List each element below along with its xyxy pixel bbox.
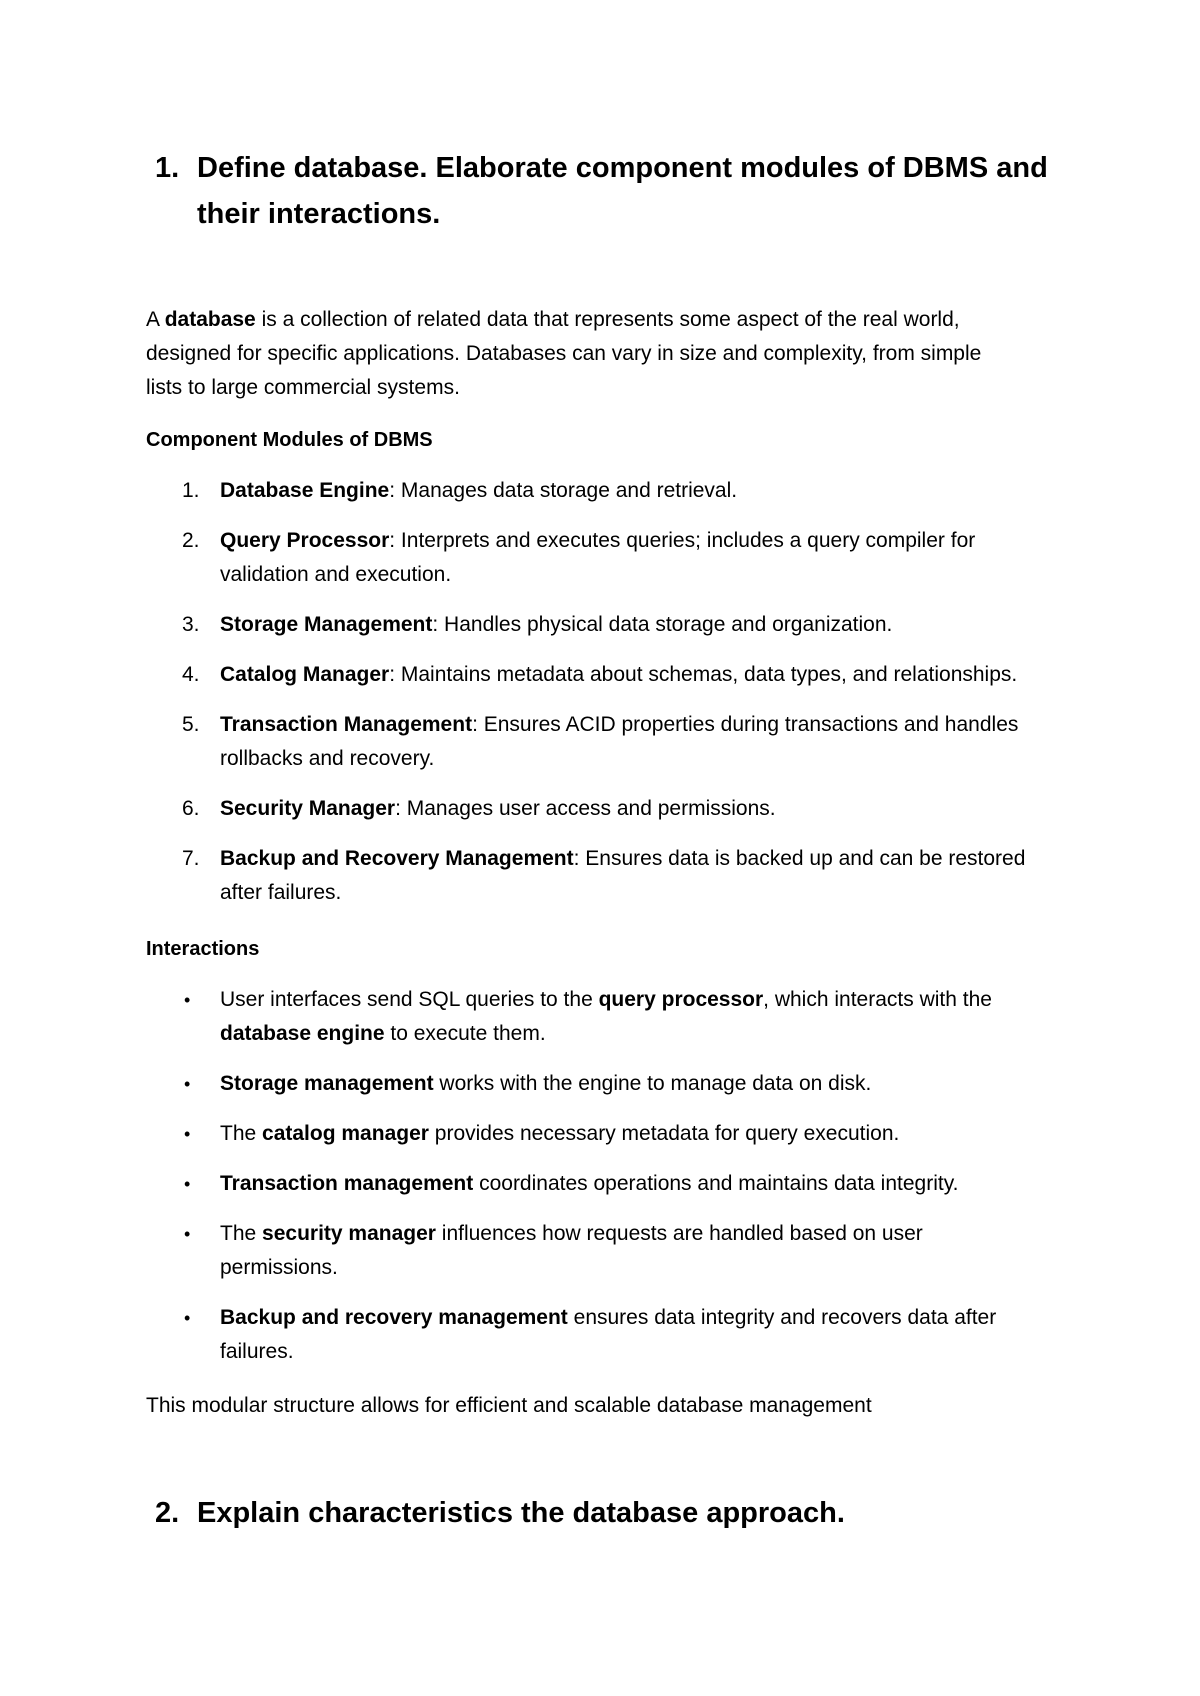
interaction-text: to execute them. bbox=[384, 1022, 546, 1045]
module-item bbox=[146, 524, 1086, 592]
intro-line-2: designed for specific applications. Databases can vary in size and complexity, from simple bbox=[146, 342, 982, 365]
interaction-text: coordinates operations and maintains data integrity. bbox=[473, 1172, 959, 1195]
interaction-text: provides necessary metadata for query execution. bbox=[428, 1122, 900, 1145]
interaction-term: catalog manager bbox=[262, 1122, 429, 1145]
module-term: Backup and Recovery Management bbox=[220, 847, 574, 870]
interaction-item bbox=[146, 1301, 1086, 1369]
interaction-term: Backup and recovery management bbox=[220, 1306, 568, 1329]
intro-prefix: A bbox=[146, 308, 165, 331]
question-1-title-line1: Define database. Elaborate component modules of DBMS and bbox=[197, 152, 1048, 184]
module-desc: : Ensures data is backed up and can be restored bbox=[573, 847, 1026, 870]
module-number: 5. bbox=[182, 713, 200, 736]
module-number: 4. bbox=[182, 663, 200, 686]
question-2-number: 2. bbox=[155, 1497, 180, 1529]
intro-line-1 bbox=[146, 303, 960, 337]
interaction-term: security manager bbox=[262, 1222, 436, 1245]
intro-line1-rest: is a collection of related data that represents some aspect of the real world, bbox=[255, 308, 960, 331]
module-desc: : Maintains metadata about schemas, data types, and relationships. bbox=[389, 663, 1018, 686]
module-term: Storage Management bbox=[220, 613, 433, 636]
module-item bbox=[146, 658, 1086, 692]
question-1-title-line2: their interactions. bbox=[197, 198, 441, 230]
modules-list bbox=[146, 474, 1086, 910]
bullet-icon: • bbox=[184, 1174, 191, 1194]
module-desc: : Manages user access and permissions. bbox=[395, 797, 776, 820]
interaction-text: influences how requests are handled based on user bbox=[435, 1222, 923, 1245]
module-term: Security Manager bbox=[220, 797, 396, 820]
interactions-heading: Interactions bbox=[146, 938, 260, 960]
interaction-item bbox=[146, 1117, 1086, 1151]
module-item bbox=[146, 608, 1086, 642]
interaction-text: works with the engine to manage data on disk. bbox=[433, 1072, 872, 1095]
interactions-list bbox=[146, 983, 1086, 1369]
module-desc-continued: after failures. bbox=[220, 881, 342, 904]
interaction-text: , which interacts with the bbox=[763, 988, 992, 1011]
bullet-icon: • bbox=[184, 1224, 191, 1244]
modules-heading: Component Modules of DBMS bbox=[146, 429, 433, 451]
module-term: Query Processor bbox=[220, 529, 390, 552]
intro-term: database bbox=[164, 308, 256, 331]
interaction-item bbox=[146, 1217, 1086, 1285]
module-number: 1. bbox=[182, 479, 200, 502]
interaction-text: User interfaces send SQL queries to the bbox=[220, 988, 599, 1011]
interaction-term: Storage management bbox=[220, 1072, 434, 1095]
question-1-number: 1. bbox=[155, 152, 180, 184]
module-desc-continued: rollbacks and recovery. bbox=[220, 747, 435, 770]
module-item bbox=[146, 708, 1086, 776]
interaction-term: Transaction management bbox=[220, 1172, 474, 1195]
module-number: 2. bbox=[182, 529, 200, 552]
interaction-text: The bbox=[220, 1222, 263, 1245]
interaction-term: query processor bbox=[598, 988, 764, 1011]
interaction-text: The bbox=[220, 1122, 263, 1145]
module-term: Transaction Management bbox=[220, 713, 473, 736]
question-1-heading bbox=[155, 145, 1055, 245]
module-desc-continued: validation and execution. bbox=[220, 563, 452, 586]
module-item bbox=[146, 842, 1086, 910]
module-item bbox=[146, 474, 1086, 508]
interaction-item bbox=[146, 1067, 1086, 1101]
module-number: 3. bbox=[182, 613, 200, 636]
bullet-icon: • bbox=[184, 1124, 191, 1144]
interaction-text-continued: permissions. bbox=[220, 1256, 338, 1279]
intro-line-3: lists to large commercial systems. bbox=[146, 376, 460, 399]
bullet-icon: • bbox=[184, 1308, 191, 1328]
module-desc: : Handles physical data storage and organization. bbox=[432, 613, 893, 636]
conclusion-text: This modular structure allows for efficient and scalable database management bbox=[146, 1394, 872, 1417]
module-term: Catalog Manager bbox=[220, 663, 390, 686]
module-item bbox=[146, 792, 1086, 826]
module-desc: : Manages data storage and retrieval. bbox=[389, 479, 738, 502]
question-2-heading bbox=[155, 1490, 1055, 1540]
module-desc: : Ensures ACID properties during transactions and handles bbox=[472, 713, 1019, 736]
question-2-title: Explain characteristics the database approach. bbox=[197, 1497, 845, 1529]
module-desc: : Interprets and executes queries; includes a query compiler for bbox=[389, 529, 976, 552]
bullet-icon: • bbox=[184, 1074, 191, 1094]
module-term: Database Engine bbox=[220, 479, 390, 502]
bullet-icon: • bbox=[184, 990, 191, 1010]
interaction-term-2: database engine bbox=[220, 1022, 385, 1045]
interaction-text-continued: failures. bbox=[220, 1340, 294, 1363]
interaction-item bbox=[146, 983, 1086, 1051]
interaction-item bbox=[146, 1167, 1086, 1201]
interaction-text: ensures data integrity and recovers data after bbox=[567, 1306, 997, 1329]
module-number: 6. bbox=[182, 797, 200, 820]
module-number: 7. bbox=[182, 847, 200, 870]
